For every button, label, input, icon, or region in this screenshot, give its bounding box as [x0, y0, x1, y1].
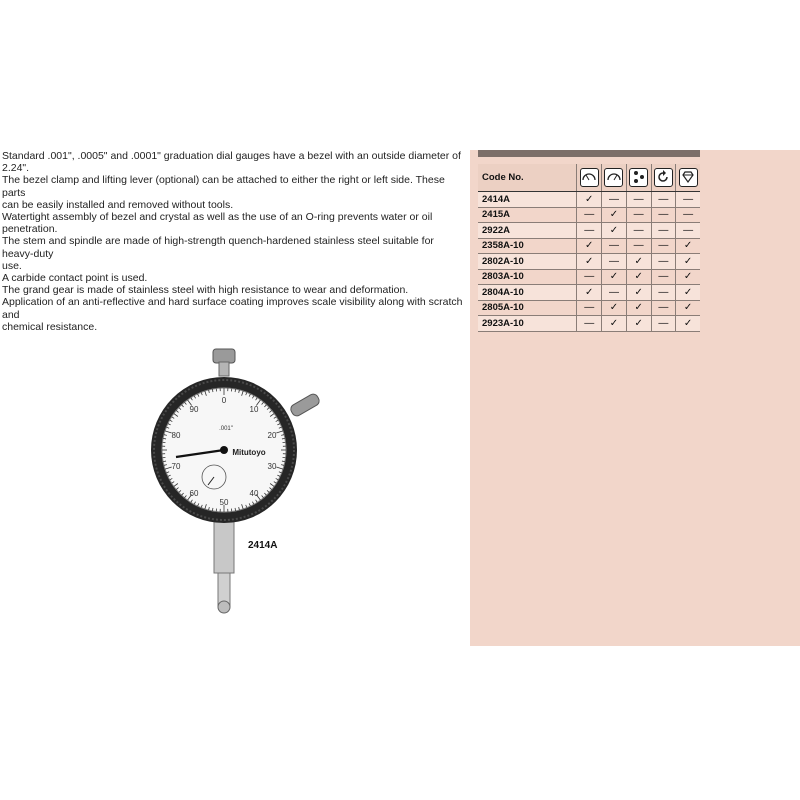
- svg-text:30: 30: [267, 462, 277, 471]
- feature-mark-cell: —: [626, 207, 651, 223]
- feature-mark-cell: ✓: [626, 316, 651, 332]
- header-diamond-icon: [676, 164, 700, 192]
- feature-mark-cell: —: [651, 223, 676, 239]
- description-line: chemical resistance.: [2, 320, 98, 333]
- header-dial-scale-double-icon: [602, 164, 627, 192]
- svg-text:50: 50: [219, 498, 229, 507]
- spec-panel: [470, 150, 800, 646]
- header-dial-scale-icon: [577, 164, 602, 192]
- feature-mark-cell: ✓: [602, 207, 627, 223]
- feature-mark-cell: —: [651, 238, 676, 254]
- svg-text:80: 80: [171, 431, 181, 440]
- table-row: [478, 300, 700, 316]
- feature-mark-cell: —: [676, 192, 700, 208]
- feature-mark-cell: —: [626, 238, 651, 254]
- feature-mark-cell: —: [676, 223, 700, 239]
- feature-mark-cell: —: [651, 254, 676, 270]
- feature-mark-cell: —: [602, 238, 627, 254]
- description-line: can be easily installed and removed without tools.: [2, 198, 234, 211]
- feature-mark-cell: —: [676, 207, 700, 223]
- feature-mark-cell: —: [651, 207, 676, 223]
- feature-mark-cell: —: [651, 269, 676, 285]
- table-row: [478, 238, 700, 254]
- feature-mark-cell: —: [651, 316, 676, 332]
- feature-mark-cell: ✓: [626, 254, 651, 270]
- feature-mark-cell: ✓: [602, 223, 627, 239]
- code-table: [478, 164, 700, 332]
- feature-mark-cell: ✓: [577, 238, 602, 254]
- feature-mark-cell: ✓: [626, 285, 651, 301]
- feature-mark-cell: ✓: [676, 269, 700, 285]
- feature-mark-cell: ✓: [676, 238, 700, 254]
- table-row: [478, 285, 700, 301]
- table-header-row: [478, 164, 700, 192]
- feature-mark-cell: —: [602, 192, 627, 208]
- feature-mark-cell: —: [577, 207, 602, 223]
- dial-gauge-icon: [150, 345, 330, 620]
- svg-text:90: 90: [189, 405, 199, 414]
- description-line: The bezel clamp and lifting lever (optional) can be attached to either the right or left side. These parts: [2, 174, 445, 199]
- feature-mark-cell: ✓: [676, 316, 700, 332]
- description-line: A carbide contact point is used.: [2, 272, 148, 285]
- feature-mark-cell: ✓: [676, 285, 700, 301]
- description-line: use.: [2, 259, 22, 272]
- feature-mark-cell: ✓: [676, 254, 700, 270]
- code-cell: 2923A-10: [478, 316, 577, 332]
- header-fork-icon: [626, 164, 651, 192]
- code-cell: 2803A-10: [478, 269, 577, 285]
- table-row: [478, 269, 700, 285]
- feature-mark-cell: ✓: [577, 192, 602, 208]
- code-cell: 2802A-10: [478, 254, 577, 270]
- feature-mark-cell: —: [651, 300, 676, 316]
- svg-text:0: 0: [221, 396, 227, 405]
- feature-mark-cell: —: [626, 223, 651, 239]
- feature-mark-cell: —: [651, 192, 676, 208]
- panel-header-bar: [478, 150, 700, 157]
- feature-mark-cell: ✓: [626, 269, 651, 285]
- feature-mark-cell: —: [626, 192, 651, 208]
- feature-mark-cell: —: [577, 269, 602, 285]
- feature-mark-cell: —: [577, 316, 602, 332]
- svg-text:.001": .001": [219, 426, 233, 432]
- svg-text:10: 10: [249, 405, 259, 414]
- code-cell: 2922A: [478, 223, 577, 239]
- description-line: Watertight assembly of bezel and crystal as well as the use of an O-ring prevents water or oil penetration.: [2, 211, 433, 236]
- feature-mark-cell: —: [602, 254, 627, 270]
- code-cell: 2358A-10: [478, 238, 577, 254]
- feature-mark-cell: —: [577, 300, 602, 316]
- table-row: [478, 254, 700, 270]
- description-line: Application of an anti-reflective and hard surface coating improves scale visibility along with scratch and: [2, 296, 463, 321]
- code-cell: 2805A-10: [478, 300, 577, 316]
- code-cell: 2415A: [478, 207, 577, 223]
- svg-text:20: 20: [267, 431, 277, 440]
- header-rotate-icon: [651, 164, 676, 192]
- table-row: [478, 223, 700, 239]
- feature-mark-cell: —: [577, 223, 602, 239]
- svg-text:60: 60: [189, 489, 199, 498]
- svg-text:40: 40: [249, 489, 259, 498]
- dial-gauge-image: [150, 345, 330, 620]
- table-row: [478, 192, 700, 208]
- feature-mark-cell: ✓: [602, 300, 627, 316]
- product-description: [2, 150, 464, 333]
- code-no-header: Code No.: [478, 164, 577, 192]
- description-line: The stem and spindle are made of high-strength quench-hardened stainless steel suitable for heavy-duty: [2, 235, 434, 260]
- code-cell: 2414A: [478, 192, 577, 208]
- feature-mark-cell: ✓: [577, 254, 602, 270]
- feature-mark-cell: ✓: [602, 316, 627, 332]
- description-line: Standard .001", .0005" and .0001" graduation dial gauges have a bezel with an outside diameter of 2.24".: [2, 150, 461, 175]
- table-row: [478, 207, 700, 223]
- table-row: [478, 316, 700, 332]
- code-cell: 2804A-10: [478, 285, 577, 301]
- gauge-image-label: 2414A: [248, 540, 278, 551]
- feature-mark-cell: ✓: [577, 285, 602, 301]
- feature-mark-cell: ✓: [676, 300, 700, 316]
- svg-text:70: 70: [171, 462, 181, 471]
- feature-mark-cell: ✓: [602, 269, 627, 285]
- description-line: The grand gear is made of stainless steel with high resistance to wear and deformation.: [2, 284, 409, 297]
- feature-mark-cell: —: [651, 285, 676, 301]
- svg-text:Mitutoyo: Mitutoyo: [232, 448, 266, 457]
- feature-mark-cell: —: [602, 285, 627, 301]
- feature-mark-cell: ✓: [626, 300, 651, 316]
